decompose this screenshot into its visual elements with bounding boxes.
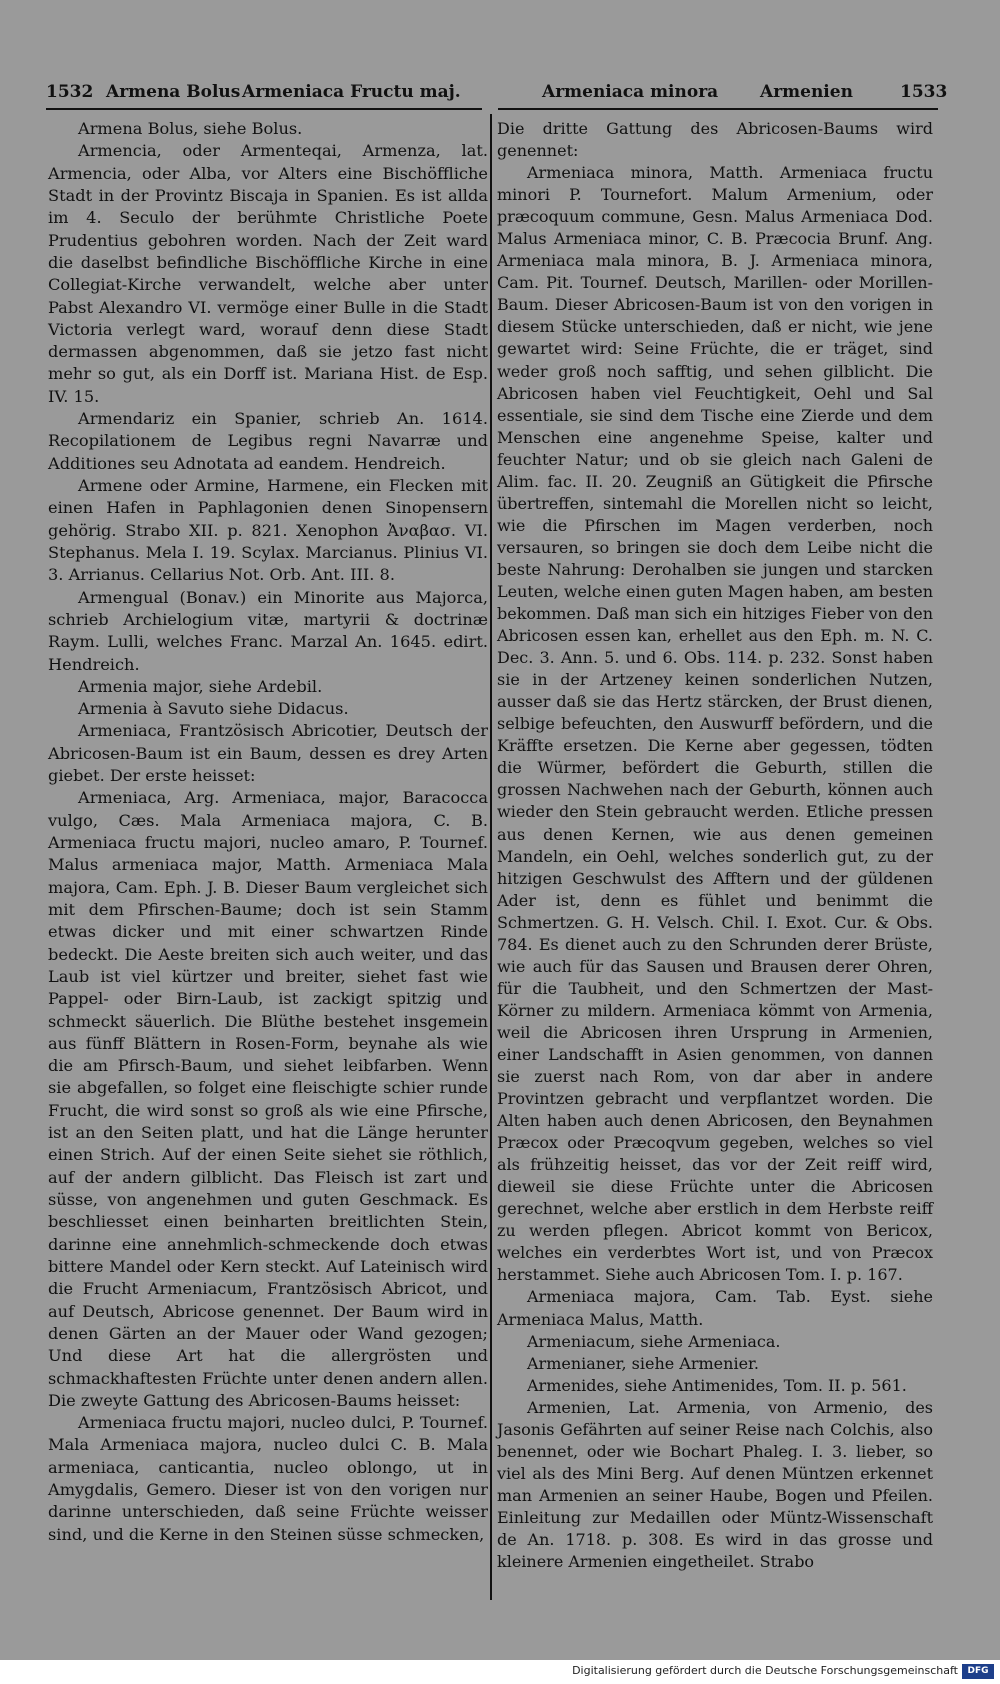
left-header-keyword2: Armeniaca Fructu maj.	[242, 82, 461, 102]
left-header-rule	[46, 108, 482, 110]
dfg-logo: DFG	[962, 1664, 994, 1679]
entry-armeniaca-majora: Armeniaca majora, Cam. Tab. Eyst. siehe Armeniaca Malus, Matth.	[497, 1287, 933, 1329]
right-column	[497, 118, 933, 1573]
entry-armeniaca: Armeniaca, Frantzösisch Abricotier, Deutsch der Abricosen-Baum ist ein Baum, dessen es drey Arten giebet. Der erste heisset:	[48, 721, 488, 786]
entry-armendariz: Armendariz ein Spanier, schrieb An. 1614. Recopilationem de Legibus regni Navarræ und Additiones seu Adnotata ad eandem. Hendreich.	[48, 409, 488, 473]
left-page-header	[46, 82, 476, 108]
right-page-header	[542, 82, 962, 108]
right-header-keyword1: Armeniaca minora	[542, 82, 719, 102]
funding-notice: Digitalisierung gefördert durch die Deutsche Forschungsgemeinschaft	[572, 1664, 958, 1677]
entry-armeniaca-first-kind: Armeniaca, Arg. Armeniaca, major, Baracocca vulgo, Cæs. Mala Armeniaca majora, C. B. Armeniaca fructu majori, nucleo amaro, P. Tournef. Malus armeniaca major, Matth. Armeniaca Mala majora, Cam. Eph. J. B. Dieser Baum vergleichet sich mit dem Pfirschen-Baume; doch ist sein Stamm etwas dicker und mit einer schwartzen Rinde bedeckt. Die Aeste breiten sich auch weiter, und das Laub ist viel kürtzer und breiter, siehet fast wie Pappel- oder Birn-Laub, ist zackigt spitzig und schmeckt säuerlich. Die Blüthe bestehet insgemein aus fünff Blättern in Rosen-Form, beynahe als wie die am Pfirsch-Baum, und siehet leibfarben. Wenn sie abgefallen, so folget eine fleischigte schier runde Frucht, die wird sonst so groß als wie eine Pfirsche, ist an den Seiten platt, und hat die Länge herunter einen Strich. Auf der einen Seite siehet sie röthlich, auf der andern gilblicht. Das Fleisch ist zart und süsse, von angenehmen und guten Geschmack. Es beschliesset einen beinharten breitlichten Stein, darinne eine annehmlich-schmeckende doch etwas bittere Mandel oder Kern steckt. Auf Lateinisch wird die Frucht Armeniacum, Frantzösisch Abricot, und auf Deutsch, Abricose genennet. Der Baum wird in denen Gärten an der Mauer oder Wand gezogen; Und diese Art hat die allergrösten und schmackhaftesten Früchte unter denen andern allen. Die zweyte Gattung des Abricosen-Baums heisset:	[48, 788, 488, 1410]
entry-third-kind-intro: Die dritte Gattung des Abricosen-Baums wird genennet:	[497, 119, 933, 161]
entry-armenien: Armenien, Lat. Armenia, von Armenio, des Jasonis Gefährten auf seiner Reise nach Colchis, also benennet, oder wie Bochart Phaleg. I. 3. lieber, so viel als des Mini Berg. Auf denen Müntzen erkennet man Armenien an seiner Haube, Bogen und Pfeilen. Einleitung zur Medaillen oder Müntz-Wissenschaft de An. 1718. p. 308. Es wird in das grosse und kleinere Armenien eingetheilet. Strabo	[497, 1397, 933, 1572]
entry-armeniaca-minora: Armeniaca minora, Matth. Armeniaca fructu minori P. Tournefort. Malum Armenium, oder præcoquum commune, Gesn. Malus Armeniaca Dod. Malus Armeniaca minor, C. B. Præcocia Brunf. Ang. Armeniaca mala minora, B. J. Armeniaca minora, Cam. Pit. Tournef. Deutsch, Marillen- oder Morillen-Baum. Dieser Abricosen-Baum ist von den vorigen in diesem Stücke unterschieden, daß er nicht, wie jene gewartet wird: Seine Früchte, die er träget, sind weder groß noch safftig, und sehen gilblicht. Die Abricosen haben viel Feuchtigkeit, Oehl und Sal essentiale, sie sind dem Tische eine Zierde und dem Menschen eine angenehme Speise, kalter und feuchter Natur; und ob sie gleich nach Galeni de Alim. fac. II. 20. Zeugniß an Gütigkeit die Pfirsche übertreffen, sintemahl die Morellen nicht so leicht, wie die Pfirschen im Magen verderben, noch versauren, so bringen sie doch dem Leibe nicht die beste Nahrung: Derohalben sie jungen und starcken Leuten, welche einen guten Magen haben, am besten bekommen. Daß man sich ein hitziges Fieber von den Abricosen essen kan, erhellet aus den Eph. m. N. C. Dec. 3. Ann. 5. und 6. Obs. 114. p. 232. Sonst haben sie in der Artzeney keinen sonderlichen Nutzen, ausser daß sie das Hertz stärcken, der Brust dienen, selbige befeuchten, den Auswurff befördern, und die Kräffte ersetzen. Die Kerne aber gegessen, tödten die Würmer, befördert die Geburth, stillen die grossen Nachwehen nach der Geburth, können auch wieder den Stein gebraucht werden. Etliche pressen aus denen Kernen, wie aus denen gemeinen Mandeln, ein Oehl, welches sonderlich gut, zu der hitzigen Geschwulst des Afftern und der güldenen Ader ist, denn es fühlet und benimmt die Schmertzen. G. H. Velsch. Chil. I. Exot. Cur. & Obs. 784. Es dienet auch zu den Schrunden derer Brüste, wie auch für das Sausen und Brausen derer Ohren, für die Taubheit, und den Schmertzen der Mast-Körner zu mildern. Armeniaca kömmt von Armenia, weil die Abricosen ihren Ursprung in Armenien, einer Landschafft in Asien genommen, von dannen sie zuerst nach Rom, von dar aber in andere Provintzen gebracht und verpflantzet worden. Die Alten haben auch denen Abricosen, den Beynahmen Præcox oder Præcoqvum gegeben, welches so viel als frühzeitig heisset, das vor der Zeit reiff wird, dieweil sie diese Früchte unter die Abricosen gerechnet, welche aber erstlich in dem Herbste reiff zu werden pflegen. Abricot kommt von Bericox, welches ein verderbtes Wort ist, und von Præcox herstammet. Siehe auch Abricosen Tom. I. p. 167.	[497, 163, 933, 1285]
right-header-keyword2: Armenien	[760, 82, 853, 102]
left-column	[48, 118, 488, 1546]
right-header-rule	[498, 108, 938, 110]
entry-armeniaca-second-kind: Armeniaca fructu majori, nucleo dulci, P. Tournef. Mala Armeniaca majora, nucleo dulci C. B. Mala armeniaca, canticantia, nucleo oblongo, ut in Amygdalis, Gemero. Dieser ist von den vorigen nur darinne unterschieden, daß seine Früchte weisser sind, und die Kerne in den Steinen süsse schmecken,	[48, 1413, 488, 1544]
entry-armena-bolus: Armena Bolus, siehe Bolus.	[78, 119, 303, 138]
entry-armenia-major: Armenia major, siehe Ardebil.	[78, 676, 323, 696]
entry-armengual: Armengual (Bonav.) ein Minorite aus Majorca, schrieb Archielogium vitæ, martyrii & doctrinæ Raym. Lulli, welches Franc. Marzal An. 1645. edirt. Hendreich.	[48, 587, 488, 674]
entry-armenianer: Armenianer, siehe Armenier.	[527, 1353, 760, 1373]
entry-armene: Armene oder Armine, Harmene, ein Flecken mit einen Hafen in Paphlagonien denen Sinopensern gehörig. Strabo XII. p. 821. Xenophon Ἀναβασ. VI. Stephanus. Mela I. 19. Scylax. Marcianus. Plinius VI. 3. Arrianus. Cellarius Not. Orb. Ant. III. 8.	[48, 476, 488, 585]
left-header-keyword1: Armena Bolus	[106, 82, 241, 102]
left-page-number: 1532	[46, 82, 94, 102]
entry-armenides: Armenides, siehe Antimenides, Tom. II. p. 561.	[527, 1375, 907, 1395]
entry-armencia: Armencia, oder Armenteqai, Armenza, lat. Armencia, oder Alba, vor Alters eine Bischöffliche Stadt in der Provintz Biscaja in Spanien. Es ist allda im 4. Seculo der berühmte Christliche Poete Prudentius gebohren worden. Nach der Zeit ward die daselbst befindliche Bischöffliche Kirche in eine Collegiat-Kirche verwandelt, welche aber unter Pabst Alexandro VI. vermöge einer Bulle in die Stadt Victoria verlegt ward, worauf denn diese Stadt dermassen abgenommen, daß sie jetzo fast nicht mehr so gut, als ein Dorff ist. Mariana Hist. de Esp. IV. 15.	[48, 141, 488, 406]
footer-bar	[0, 1660, 1000, 1684]
entry-armeniacum: Armeniacum, siehe Armeniaca.	[527, 1331, 781, 1351]
column-divider	[490, 114, 492, 1600]
right-page-number: 1533	[900, 82, 948, 102]
entry-armenia-savuto: Armenia à Savuto siehe Didacus.	[78, 699, 349, 719]
